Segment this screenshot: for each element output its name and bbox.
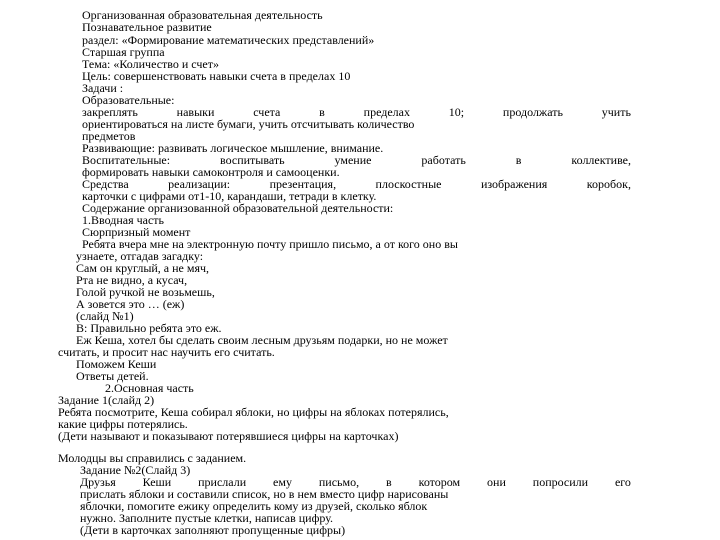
text-line: Голой ручкой не возьмешь, [76, 285, 215, 299]
text-line: Образовательные: [82, 93, 175, 107]
text-line: раздел: «Формирование математических представлений» [82, 33, 375, 47]
text-line: Поможем Кеши [76, 357, 157, 371]
text-line: Сам он круглый, а не мяч, [76, 261, 210, 275]
text-line: яблочки, помогите ежику определить кому из друзей, сколько яблок [80, 499, 428, 513]
text-line: Содержание организованной образовательной деятельности: [82, 201, 394, 215]
text-line: (Дети называют и показывают потерявшиеся цифры на карточках) [58, 429, 399, 443]
text-line: 1.Вводная часть [82, 213, 165, 227]
text-line: Старшая группа [82, 45, 165, 59]
text-line: А зовется это … (еж) [76, 297, 185, 311]
text-line: прислать яблоки и составили список, но в нем вместо цифр нарисованы [80, 487, 449, 501]
text-line: карточки с цифрами от1-10, карандаши, тетради в клетку. [82, 189, 377, 203]
text-line: ориентироваться на листе бумаги, учить отсчитывать количество [82, 117, 415, 131]
text-line: считать, и просит нас научить его считать. [58, 345, 275, 359]
text-line: какие цифры потерялись. [58, 417, 188, 431]
text-line: Ребята посмотрите, Кеша собирал яблоки, но цифры на яблоках потерялись, [58, 405, 449, 419]
text-line: Рта не видно, а кусач, [76, 273, 188, 287]
text-line: Тема: «Количество и счет» [82, 57, 219, 71]
text-line: предметов [82, 129, 136, 143]
text-line: 2.Основная часть [105, 381, 194, 395]
justified-line: Друзья Кеши прислали ему письмо, в котором они попросили его [80, 475, 631, 489]
text-line: Цель: совершенствовать навыки счета в пределах 10 [82, 69, 351, 83]
text-line: Еж Кеша, хотел бы сделать своим лесным друзьям подарки, но не может [76, 333, 448, 347]
text-line: (слайд №1) [76, 309, 134, 323]
justified-line: Средства реализации: презентация, плоскостные изображения коробок, [82, 177, 631, 191]
text-line: узнаете, отгадав загадку: [76, 249, 204, 263]
text-line: Сюрпризный момент [82, 225, 191, 239]
text-line: Познавательное развитие [82, 20, 212, 34]
justified-line: Воспитательные: воспитывать умение работать в коллективе, [82, 153, 631, 167]
text-line: В: Правильно ребята это еж. [76, 321, 222, 335]
text-line: Ребята вчера мне на электронную почту пришло письмо, а от кого оно вы [82, 237, 458, 251]
text-line: Развивающие: развивать логическое мышление, внимание. [82, 141, 384, 155]
text-line: (Дети в карточках заполняют пропущенные цифры) [80, 523, 346, 537]
text-line: формировать навыки самоконтроля и самооценки. [82, 165, 340, 179]
text-line: Задание 1(слайд 2) [58, 393, 155, 407]
text-line: Молодцы вы справились с заданием. [58, 451, 247, 465]
text-line: Задание №2(Слайд 3) [80, 463, 191, 477]
text-line: нужно. Заполните пустые клетки, написав цифру. [80, 511, 334, 525]
text-line: Ответы детей. [76, 369, 149, 383]
text-line: Организованная образовательная деятельность [82, 8, 323, 22]
text-line: Задачи : [82, 81, 124, 95]
justified-line: закреплять навыки счета в пределах 10; продолжать учить [82, 105, 631, 119]
